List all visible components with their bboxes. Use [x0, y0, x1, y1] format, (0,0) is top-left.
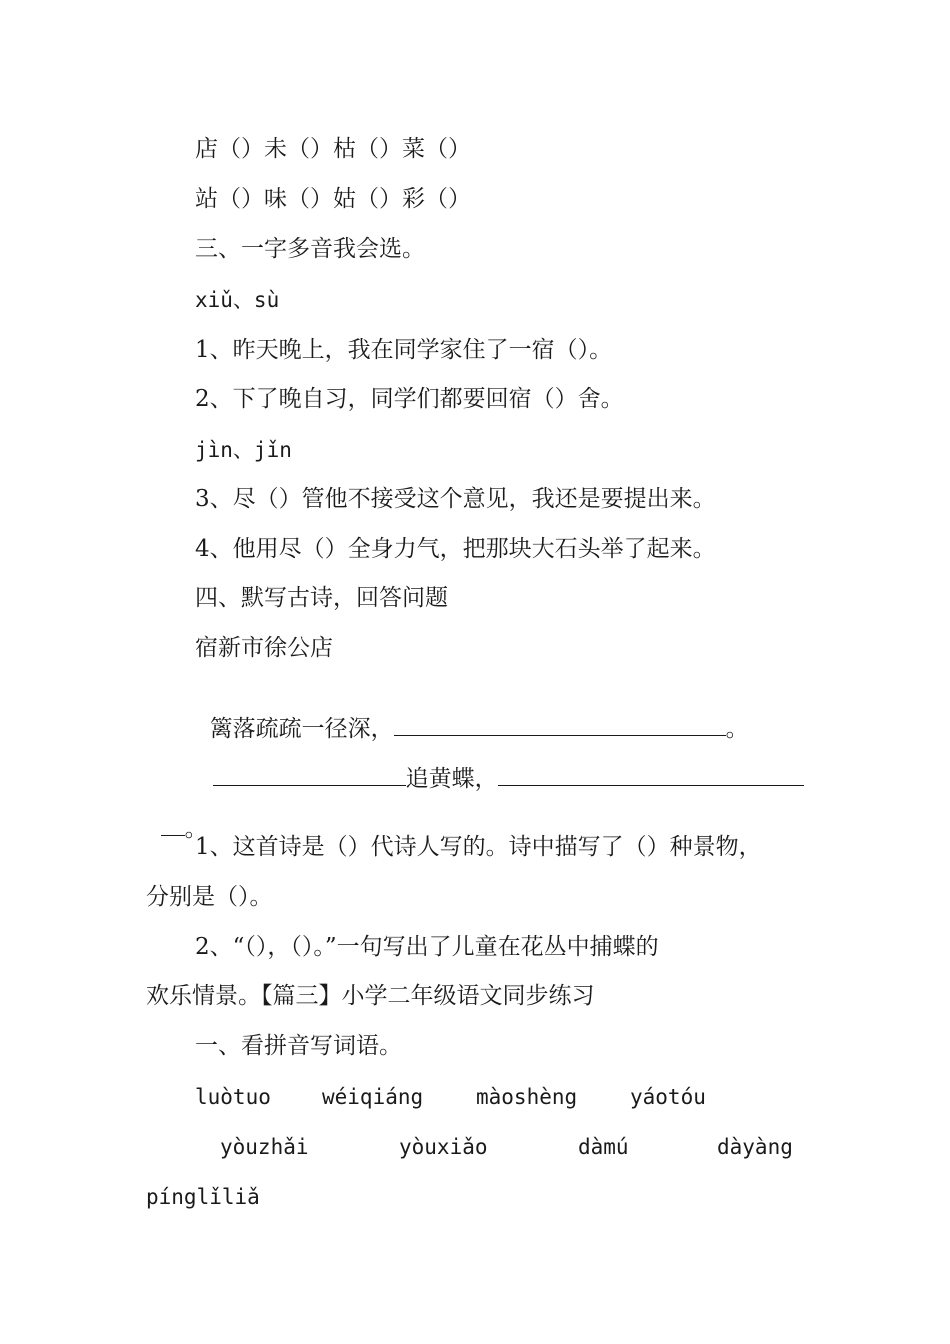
- pinyin-word-7: dàmú: [578, 1135, 629, 1159]
- poem-question-2: 2、“（），（）。”一句写出了儿童在花丛中捕蝶的: [195, 934, 659, 960]
- poem-blank-3[interactable]: [498, 763, 804, 786]
- poem-question-1: 1、这首诗是（）代诗人写的。诗中描写了（）种景物，: [195, 834, 762, 860]
- fill-blank-line-2: 站（）味（）姑（）彩（）: [195, 186, 471, 212]
- pinyin-word-1: luòtuo: [195, 1085, 271, 1109]
- section-heading-1: 一、看拼音写词语。: [195, 1033, 402, 1059]
- poem-blank-3-continued[interactable]: [161, 813, 185, 836]
- section-heading-3: 三、一字多音我会选。: [195, 236, 425, 262]
- poem-line-2: [198, 733, 804, 794]
- section-heading-4: 四、默写古诗，回答问题: [195, 585, 448, 611]
- poem-line-3-end: 。: [184, 816, 208, 842]
- pinyin-word-8: dàyàng: [717, 1135, 793, 1159]
- poem-line-1-text: 篱落疏疏一径深，: [209, 716, 394, 742]
- pinyin-word-3: màoshèng: [476, 1085, 578, 1109]
- poem-line-1-end: 。: [725, 716, 749, 742]
- fill-blank-line-1: 店（）未（）枯（）菜（）: [195, 136, 471, 162]
- pinyin-word-4: yáotóu: [630, 1085, 706, 1109]
- question-1: 1、昨天晚上，我在同学家住了一宿（）。: [195, 337, 613, 363]
- pinyin-word-6: yòuxiǎo: [399, 1135, 488, 1159]
- question-4: 4、他用尽（）全身力气，把那块大石头举了起来。: [195, 536, 716, 562]
- pinyin-word-2: wéiqiáng: [322, 1085, 424, 1109]
- poem-blank-2[interactable]: [213, 763, 406, 786]
- poem-question-2-cont: 欢乐情景。【篇三】小学二年级语文同步练习: [146, 983, 595, 1009]
- pinyin-options-2: jìn、jǐn: [195, 438, 292, 462]
- question-2: 2、下了晚自习，同学们都要回宿（）舍。: [195, 386, 624, 412]
- poem-line-2-text: 追黄蝶，: [405, 766, 498, 792]
- question-3: 3、尽（）管他不接受这个意见，我还是要提出来。: [195, 486, 716, 512]
- poem-question-1-cont: 分别是（）。: [146, 884, 273, 910]
- pinyin-word-9: pínglǐliǎ: [146, 1185, 260, 1209]
- pinyin-options-1: xiǔ、sù: [195, 288, 280, 312]
- pinyin-word-5: yòuzhǎi: [220, 1135, 309, 1159]
- poem-title: 宿新市徐公店: [195, 635, 333, 661]
